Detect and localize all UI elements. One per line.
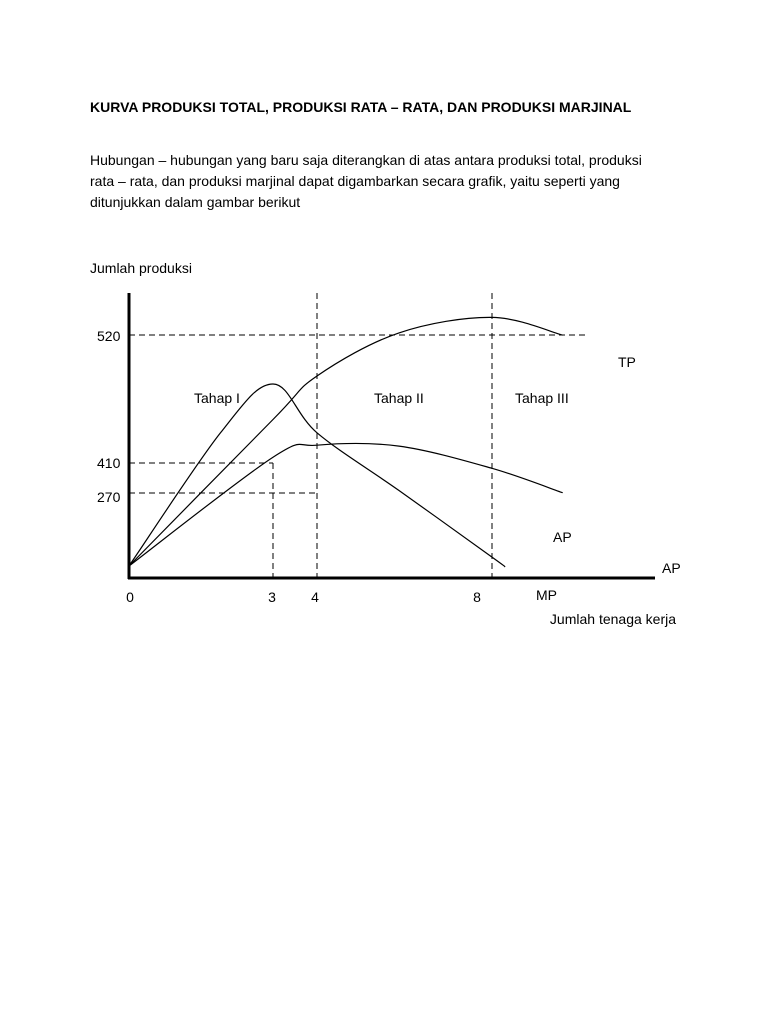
- chart-labels: [90, 260, 681, 627]
- x-tick-label: 8: [473, 589, 481, 605]
- x-axis-label: Jumlah tenaga kerja: [549, 611, 676, 627]
- curves: [129, 317, 563, 567]
- y-tick-label: 270: [97, 489, 121, 505]
- tp-curve: [129, 317, 563, 566]
- tp-label: TP: [618, 354, 636, 370]
- document-title: KURVA PRODUKSI TOTAL, PRODUKSI RATA – RATA, DAN PRODUKSI MARJINAL: [90, 99, 632, 115]
- ap-curve: [129, 444, 563, 566]
- y-tick-label: 410: [97, 455, 121, 471]
- intro-paragraph: Hubungan – hubungan yang baru saja diterangkan di atas antara produksi total, produksi rata – rata, dan produksi marjinal dapat digambarkan secara grafik, yaitu seperti yang ditunjukkan dalam gambar berikut: [90, 152, 642, 210]
- x-tick-label: 0: [126, 589, 134, 605]
- stage-label: Tahap II: [374, 390, 424, 406]
- x-axis-end-label: AP: [662, 560, 681, 576]
- mp-label: MP: [536, 587, 557, 603]
- y-tick-label: 520: [97, 328, 121, 344]
- y-axis-label: Jumlah produksi: [90, 260, 192, 276]
- reference-lines: [129, 293, 588, 578]
- x-tick-label: 4: [311, 589, 319, 605]
- ap-label: AP: [553, 529, 572, 545]
- stage-label: Tahap I: [194, 390, 240, 406]
- stage-label: Tahap III: [515, 390, 569, 406]
- x-tick-label: 3: [268, 589, 276, 605]
